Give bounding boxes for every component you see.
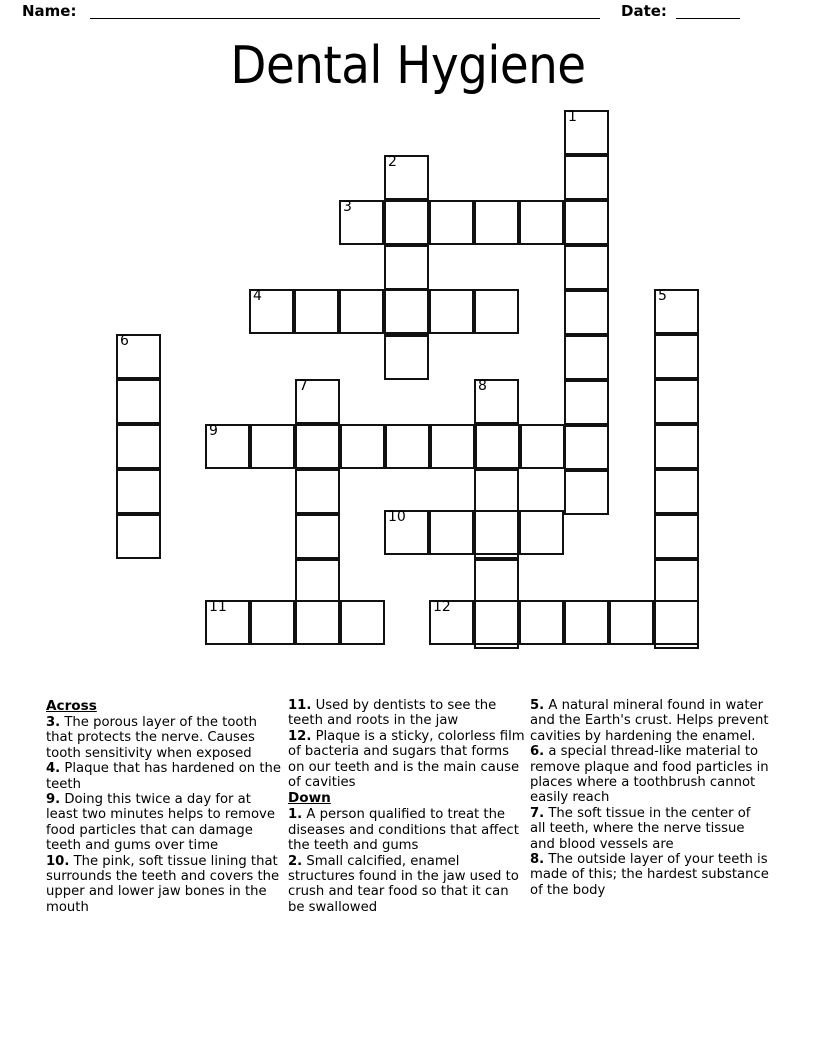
crossword-cell[interactable] <box>295 559 340 604</box>
crossword-cell[interactable] <box>339 289 384 334</box>
crossword-cell[interactable] <box>654 559 699 604</box>
crossword-cell-4[interactable] <box>249 289 294 334</box>
crossword-cell[interactable] <box>384 289 429 334</box>
crossword-cell[interactable] <box>654 424 699 469</box>
crossword-cell-2[interactable] <box>384 155 429 200</box>
clue-text: A person qualified to treat the diseases and conditions that affect the teeth and gums <box>288 807 519 854</box>
clue-column-2 <box>288 698 526 915</box>
date-label: Date: <box>621 2 667 20</box>
clue-column-1 <box>46 698 284 915</box>
clue-text: Doing this twice a day for at least two minutes helps to remove food particles that can damage teeth and gums over time <box>46 792 275 854</box>
crossword-cell[interactable] <box>430 424 475 469</box>
cell-number: 12 <box>433 599 451 615</box>
crossword-cell[interactable] <box>429 200 474 245</box>
clue-number: 2. <box>288 853 303 869</box>
crossword-cell[interactable] <box>564 290 609 335</box>
cell-number: 6 <box>120 333 129 349</box>
crossword-cell[interactable] <box>654 469 699 514</box>
crossword-cell[interactable] <box>654 514 699 559</box>
cell-number: 9 <box>209 423 218 439</box>
clue-across-10 <box>46 854 284 916</box>
crossword-cell[interactable] <box>384 335 429 380</box>
clue-across-9 <box>46 792 284 854</box>
clue-across-11 <box>288 698 526 729</box>
crossword-cell[interactable] <box>474 289 519 334</box>
clue-text: Plaque that has hardened on the teeth <box>46 761 281 792</box>
clue-across-3 <box>46 715 284 761</box>
clue-text: Plaque is a sticky, colorless film of bacteria and sugars that forms on our teeth and is the main cause of cavities <box>288 728 525 791</box>
cell-number: 3 <box>343 199 352 215</box>
crossword-cell[interactable] <box>295 424 340 469</box>
crossword-cell[interactable] <box>384 245 429 290</box>
clue-number: 9. <box>46 792 61 808</box>
cell-number: 2 <box>388 154 397 170</box>
crossword-cell-1[interactable] <box>564 110 609 155</box>
crossword-cell[interactable] <box>564 470 609 515</box>
crossword-cell[interactable] <box>340 424 385 469</box>
crossword-cell[interactable] <box>654 379 699 424</box>
down-heading: Down <box>288 790 331 807</box>
clue-across-12 <box>288 729 526 791</box>
date-input-line[interactable] <box>676 18 740 19</box>
clue-number: 10. <box>46 853 70 869</box>
clue-number: 3. <box>46 715 61 730</box>
clue-text: a special thread-like material to remove plaque and food particles in places where a toothbrush cannot easily reach <box>530 744 769 806</box>
crossword-cell[interactable] <box>654 600 699 645</box>
crossword-cell[interactable] <box>116 379 161 424</box>
clue-number: 11. <box>288 698 312 713</box>
crossword-cell[interactable] <box>564 245 609 290</box>
clue-down-6 <box>530 744 770 806</box>
crossword-cell-10[interactable] <box>384 510 429 555</box>
crossword-cell[interactable] <box>519 600 564 645</box>
crossword-cell[interactable] <box>520 424 565 469</box>
crossword-cell-7[interactable] <box>295 379 340 424</box>
crossword-cell[interactable] <box>295 514 340 559</box>
clue-across-4 <box>46 761 284 792</box>
clue-number: 12. <box>288 728 312 744</box>
clue-number: 5. <box>530 698 545 713</box>
crossword-cell[interactable] <box>474 559 519 604</box>
crossword-cell[interactable] <box>564 425 609 470</box>
crossword-cell[interactable] <box>564 200 609 245</box>
cell-number: 11 <box>209 599 227 615</box>
cell-number: 10 <box>388 509 406 525</box>
crossword-cell[interactable] <box>250 424 295 469</box>
crossword-cell[interactable] <box>564 380 609 425</box>
crossword-cell[interactable] <box>564 335 609 380</box>
across-heading: Across <box>46 698 97 714</box>
cell-number: 1 <box>568 109 577 125</box>
crossword-cell[interactable] <box>384 200 429 245</box>
clue-text: A natural mineral found in water and the Earth's crust. Helps prevent cavities by hardening the enamel. <box>530 698 769 744</box>
clues-section <box>0 698 816 968</box>
crossword-cell[interactable] <box>429 510 474 555</box>
clue-text: The soft tissue in the center of all teeth, where the nerve tissue and blood vessels are <box>530 805 751 852</box>
crossword-cell[interactable] <box>519 200 564 245</box>
worksheet-header <box>0 0 816 30</box>
crossword-cell[interactable] <box>294 289 339 334</box>
clue-text: The pink, soft tissue lining that surrounds the teeth and covers the upper and lower jaw bones in the mouth <box>46 853 280 915</box>
crossword-cell[interactable] <box>474 510 519 555</box>
name-input-line[interactable] <box>90 18 600 19</box>
crossword-cell[interactable] <box>116 514 161 559</box>
cell-number: 4 <box>253 288 262 304</box>
clue-number: 1. <box>288 807 303 823</box>
crossword-cell-5[interactable] <box>654 289 699 334</box>
crossword-cell[interactable] <box>564 600 609 645</box>
crossword-cell[interactable] <box>385 424 430 469</box>
clue-down-8 <box>530 852 770 898</box>
crossword-cell[interactable] <box>475 424 520 469</box>
crossword-cell-6[interactable] <box>116 334 161 379</box>
crossword-cell-9[interactable] <box>205 424 250 469</box>
crossword-cell[interactable] <box>295 469 340 514</box>
crossword-cell-11[interactable] <box>205 600 250 645</box>
cell-number: 5 <box>658 288 667 304</box>
clue-text: The porous layer of the tooth that protects the nerve. Causes tooth sensitivity when exposed <box>46 715 258 761</box>
clue-number: 7. <box>530 805 545 821</box>
crossword-cell-12[interactable] <box>429 600 474 645</box>
crossword-cell[interactable] <box>519 510 564 555</box>
crossword-cell[interactable] <box>564 155 609 200</box>
clue-text: Used by dentists to see the teeth and roots in the jaw <box>288 698 497 729</box>
crossword-cell[interactable] <box>295 600 340 645</box>
crossword-cell-3[interactable] <box>339 200 384 245</box>
clue-number: 8. <box>530 852 545 868</box>
name-label: Name: <box>22 2 77 20</box>
crossword-cell[interactable] <box>474 600 519 645</box>
crossword-cell[interactable] <box>654 334 699 379</box>
crossword-cell[interactable] <box>474 200 519 245</box>
cell-number: 8 <box>478 378 487 394</box>
clue-down-5 <box>530 698 770 744</box>
cell-number: 7 <box>299 378 308 394</box>
clue-text: The outside layer of your teeth is made of this; the hardest substance of the body <box>530 852 769 898</box>
crossword-cell-8[interactable] <box>474 379 519 424</box>
page-title: Dental Hygiene <box>230 36 586 96</box>
crossword-cell[interactable] <box>429 289 474 334</box>
clue-down-7 <box>530 806 770 852</box>
clue-column-3 <box>530 698 770 898</box>
crossword-cell[interactable] <box>474 469 519 514</box>
clue-number: 6. <box>530 744 545 760</box>
clue-text: Small calcified, enamel structures found in the jaw used to crush and tear food so that it can be swallowed <box>288 853 519 915</box>
crossword-cell[interactable] <box>250 600 295 645</box>
clue-down-1 <box>288 807 526 853</box>
crossword-cell[interactable] <box>116 424 161 469</box>
crossword-cell[interactable] <box>116 469 161 514</box>
crossword-cell[interactable] <box>340 600 385 645</box>
clue-number: 4. <box>46 761 61 777</box>
clue-down-2 <box>288 854 526 916</box>
crossword-cell[interactable] <box>609 600 654 645</box>
